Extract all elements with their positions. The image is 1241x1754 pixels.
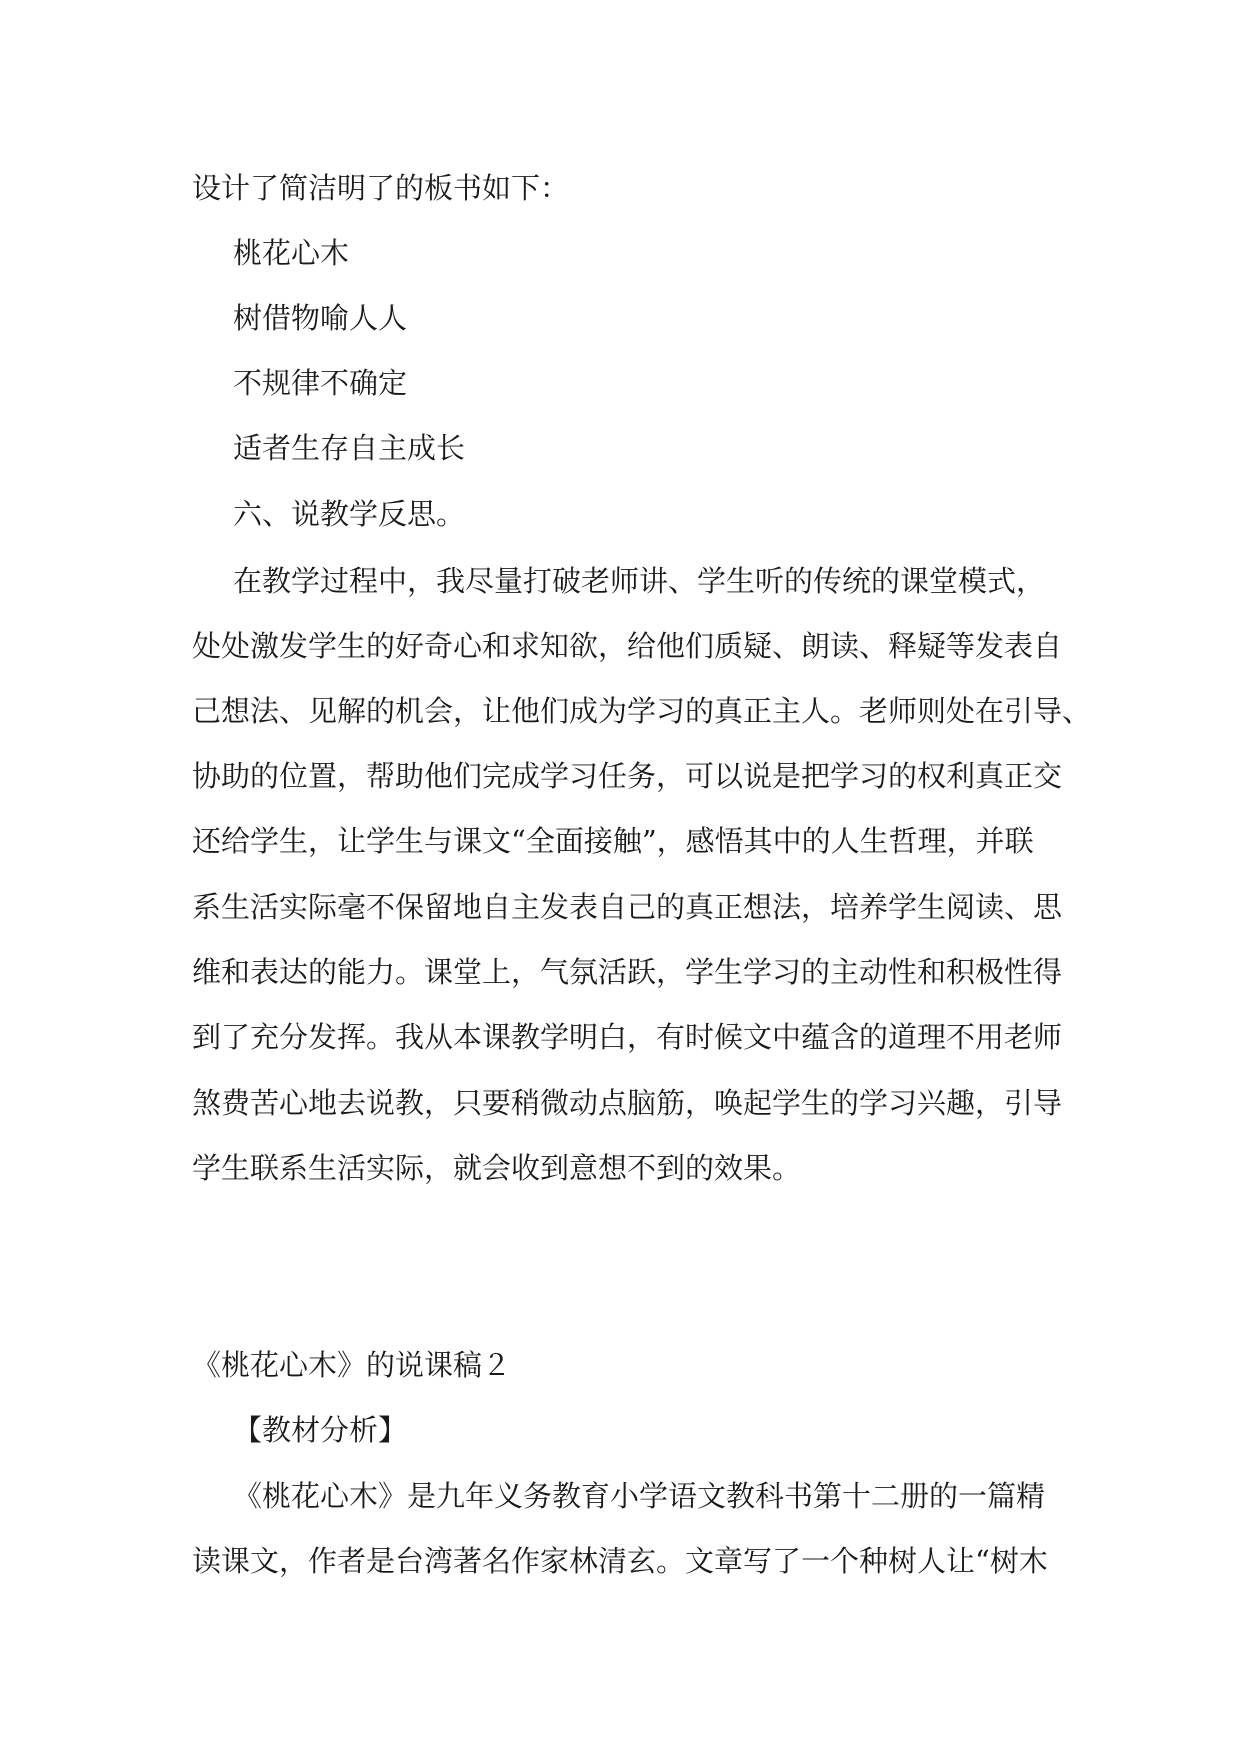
text-line: 学生联系生活实际，就会收到意想不到的效果。 xyxy=(192,1151,802,1185)
board-line: 适者生存自主成长 xyxy=(233,431,466,465)
text-line: 读课文，作者是台湾著名作家林清玄。文章写了一个种树人让“树木 xyxy=(192,1544,1048,1578)
text-line: 己想法、见解的机会，让他们成为学习的真正主人。老师则处在引导、 xyxy=(192,694,1092,728)
text-line: 设计了简洁明了的板书如下： xyxy=(192,171,570,205)
board-line: 树借物喻人人 xyxy=(233,301,408,335)
text-line: 系生活实际毫不保留地自主发表自己的真正想法，培养学生阅读、思 xyxy=(192,890,1063,924)
text-line: 还给学生，让学生与课文“全面接触”，感悟其中的人生哲理，并联 xyxy=(192,824,1034,858)
section-heading: 【教材分析】 xyxy=(233,1413,408,1447)
text-line: 在教学过程中，我尽量打破老师讲、学生听的传统的课堂模式， xyxy=(233,564,1046,598)
board-line: 桃花心木 xyxy=(233,236,350,270)
text-line: 处处激发学生的好奇心和求知欲，给他们质疑、朗读、释疑等发表自 xyxy=(192,629,1063,663)
text-line: 《桃花心木》是九年义务教育小学语文教科书第十二册的一篇精 xyxy=(233,1479,1046,1513)
board-line: 不规律不确定 xyxy=(233,366,408,400)
text-line: 煞费苦心地去说教，只要稍微动点脑筋，唤起学生的学习兴趣，引导 xyxy=(192,1086,1063,1120)
text-line: 维和表达的能力。课堂上，气氛活跃，学生学习的主动性和积极性得 xyxy=(192,955,1063,989)
text-line: 协助的位置，帮助他们完成学习任务，可以说是把学习的权利真正交 xyxy=(192,759,1063,793)
section-heading: 六、说教学反思。 xyxy=(233,497,466,531)
document-title: 《桃花心木》的说课稿２ xyxy=(192,1348,512,1382)
text-line: 到了充分发挥。我从本课教学明白，有时候文中蕴含的道理不用老师 xyxy=(192,1020,1063,1054)
